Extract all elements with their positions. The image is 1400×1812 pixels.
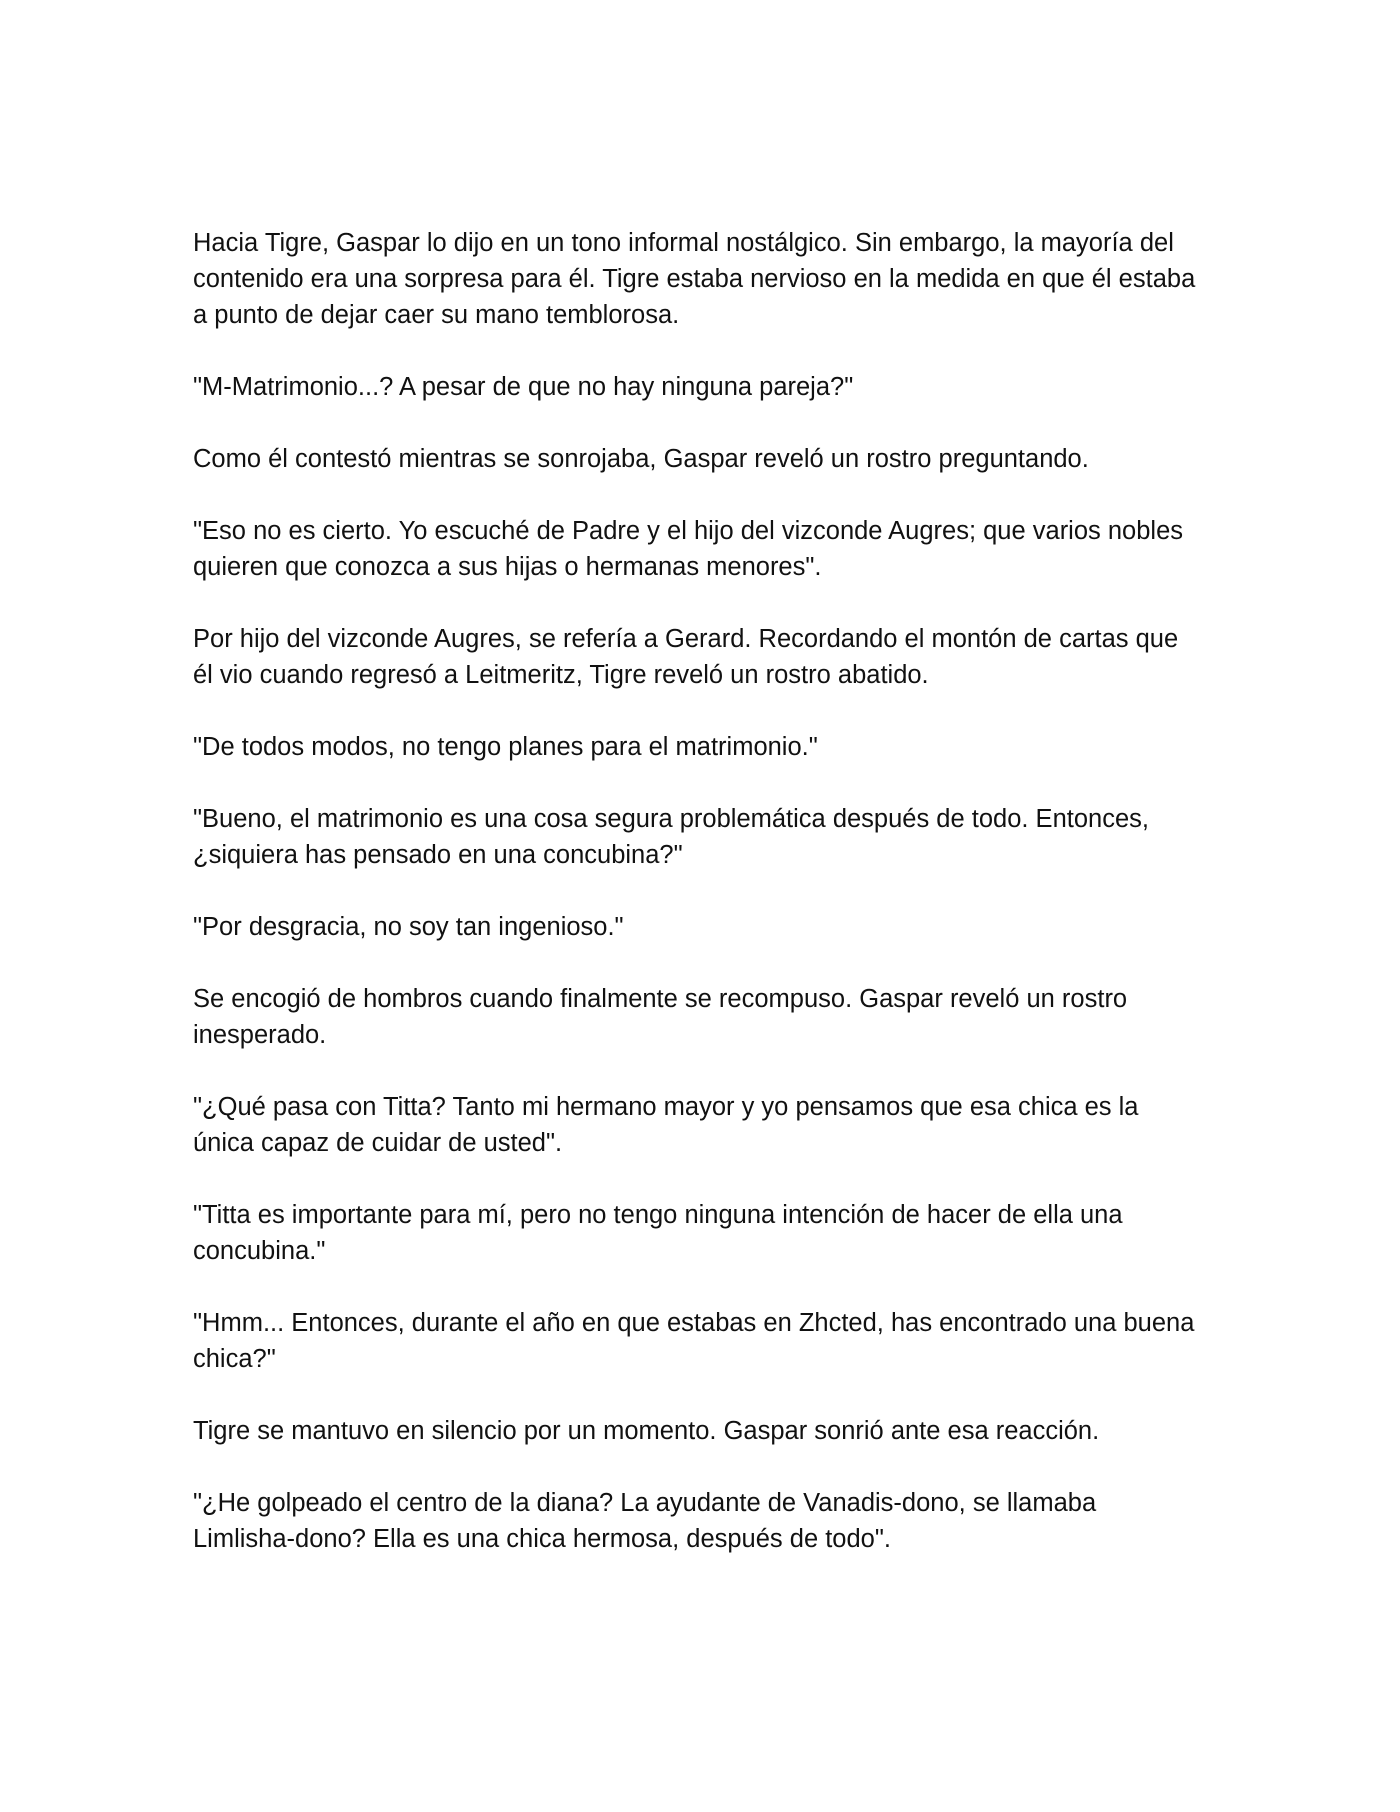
paragraph: Hacia Tigre, Gaspar lo dijo en un tono informal nostálgico. Sin embargo, la mayoría del contenido era una sorpresa para él. Tigre estaba nervioso en la medida en que él estaba a punto de dejar caer su mano temblorosa. xyxy=(193,229,1196,329)
paragraph: "M-Matrimonio...? A pesar de que no hay ninguna pareja?" xyxy=(193,373,854,401)
paragraph: Se encogió de hombros cuando finalmente se recompuso. Gaspar reveló un rostro inesperado. xyxy=(193,985,1128,1049)
paragraph: "Hmm... Entonces, durante el año en que estabas en Zhcted, has encontrado una buena chica?" xyxy=(193,1309,1195,1373)
paragraph: "De todos modos, no tengo planes para el matrimonio." xyxy=(193,733,818,761)
paragraph: Por hijo del vizconde Augres, se refería a Gerard. Recordando el montón de cartas que él vio cuando regresó a Leitmeritz, Tigre reveló un rostro abatido. xyxy=(193,625,1179,689)
paragraph: "¿Qué pasa con Titta? Tanto mi hermano mayor y yo pensamos que esa chica es la única capaz de cuidar de usted". xyxy=(193,1093,1139,1157)
paragraph: Como él contestó mientras se sonrojaba, Gaspar reveló un rostro preguntando. xyxy=(193,445,1089,473)
paragraph: "¿He golpeado el centro de la diana? La ayudante de Vanadis-dono, se llamaba Limlisha-dono? Ella es una chica hermosa, después de todo". xyxy=(193,1489,1097,1553)
paragraph: "Eso no es cierto. Yo escuché de Padre y el hijo del vizconde Augres; que varios nobles quieren que conozca a sus hijas o hermanas menores". xyxy=(193,517,1184,581)
paragraph: "Por desgracia, no soy tan ingenioso." xyxy=(193,913,624,941)
paragraph: "Bueno, el matrimonio es una cosa segura problemática después de todo. Entonces, ¿siquiera has pensado en una concubina?" xyxy=(193,805,1149,869)
paragraph: Tigre se mantuvo en silencio por un momento. Gaspar sonrió ante esa reacción. xyxy=(193,1417,1100,1445)
document-body xyxy=(193,225,1203,1593)
paragraph: "Titta es importante para mí, pero no tengo ninguna intención de hacer de ella una concubina." xyxy=(193,1201,1123,1265)
